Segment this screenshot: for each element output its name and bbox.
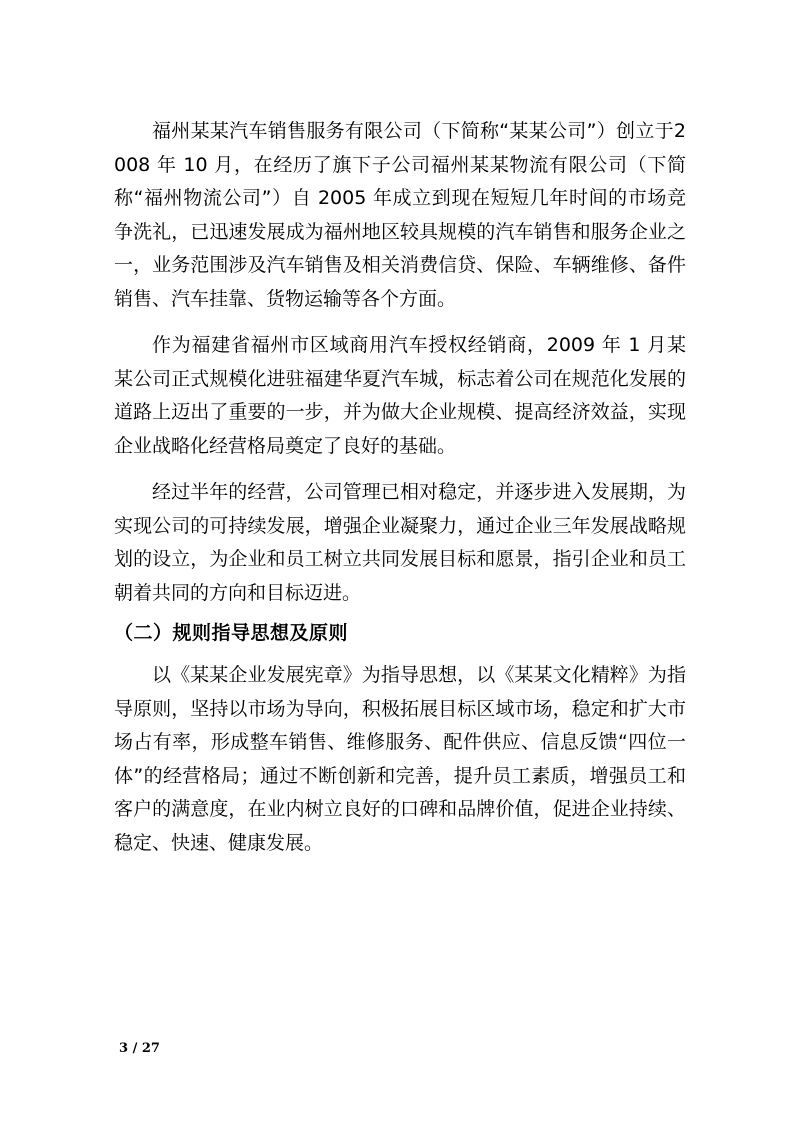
section-heading: （二）规则指导思想及原则 [114,622,349,644]
document-body [114,115,686,873]
paragraph-development-plan: 经过半年的经营，公司管理已相对稳定，并逐步进入发展期，为实现公司的可持续发展，增强企业凝聚力，通过企业三年发展战略规划的设立，为企业和员工树立共同发展目标和愿景，指引企业和员工朝着共同的方向和目标迈进。 [114,481,686,604]
paragraph-dealer-entry: 作为福建省福州市区域商用汽车授权经销商，2009 年 1 月某某公司正式规模化进驻福建华夏汽车城，标志着公司在规范化发展的道路上迈出了重要的一步，并为做大企业规模、提高经济效益，实现企业战略化经营格局奠定了良好的基础。 [114,334,686,457]
page-number: 3 / 27 [119,1041,160,1056]
paragraph-company-intro: 福州某某汽车销售服务有限公司（下简称“某某公司”）创立于2008 年 10 月，在经历了旗下子公司福州某某物流有限公司（下简称“福州物流公司”）自 2005 年成立到现在短短几年时间的市场竞争洗礼，已迅速发展成为福州地区较具规模的汽车销售和服务企业之一，业务范围涉及汽车销售及相关消费信贷、保险、车辆维修、备件销售、汽车挂靠、货物运输等各个方面。 [114,120,686,310]
paragraph-guiding-principles: 以《某某企业发展宪章》为指导思想，以《某某文化精粹》为指导原则，坚持以市场为导向，积极拓展目标区域市场，稳定和扩大市场占有率，形成整车销售、维修服务、配件供应、信息反馈“四位一体”的经营格局；通过不断创新和完善，提升员工素质，增强员工和客户的满意度，在业内树立良好的口碑和品牌价值，促进企业持续、稳定、快速、健康发展。 [114,664,686,854]
